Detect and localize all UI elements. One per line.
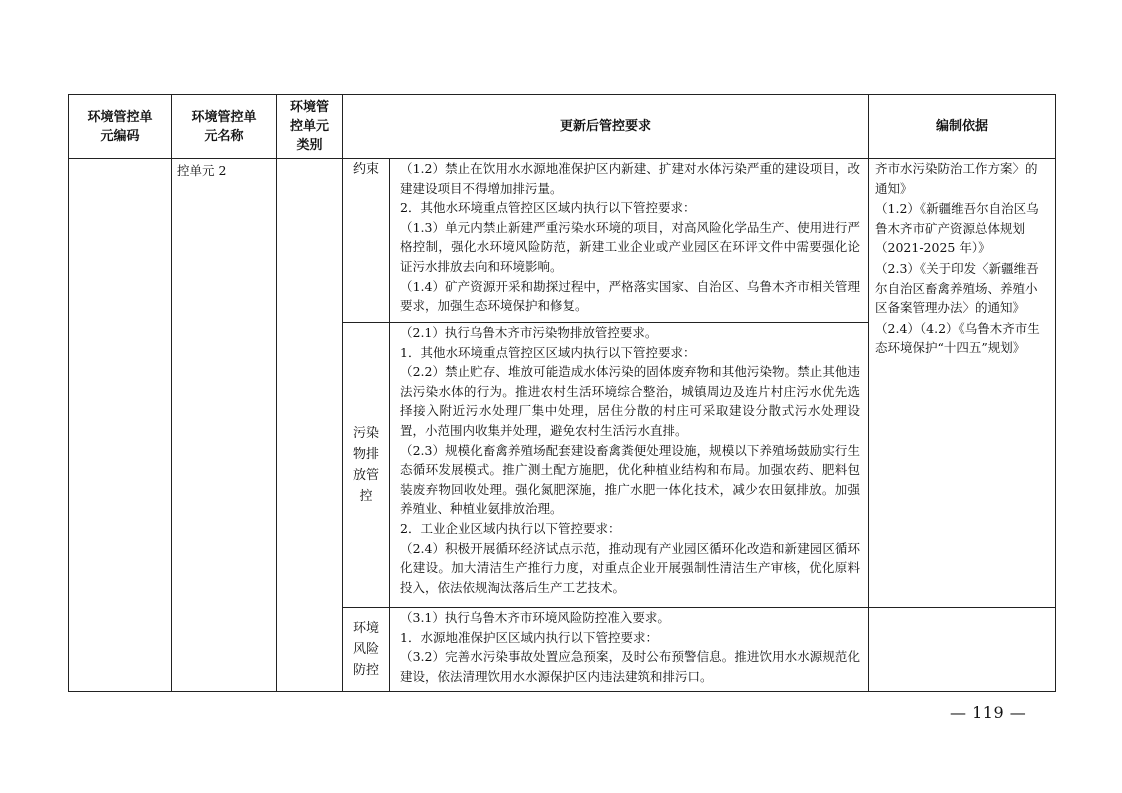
requirement-line: （2.3）规模化畜禽养殖场配套建设畜禽粪便处理设施，规模以下养殖场鼓励实行生态循环发展模式。推广测土配方施肥，优化种植业结构和布局。加强农药、肥料包装废弃物回收处理。强化氮肥深施，推广水肥一体化技术，减少农田氨排放。加强养殖业、种植业氨排放治理。 <box>400 442 861 517</box>
requirement-line: （2.2）禁止贮存、堆放可能造成水体污染的固体废弃物和其他污染物。禁止其他违法污染水体的行为。推进农村生活环境综合整治，城镇周边及连片村庄污水优先选择接入附近污水处理厂集中处理，居住分散的村庄可采取建设分散式污水处理设置，小范围内收集并处理，避免农村生活污水直排。 <box>400 364 861 438</box>
requirement-line: （2.4）积极开展循环经济试点示范，推动现有产业园区循环化改造和新建园区循环化建设。加大清洁生产推行力度，对重点企业开展强制性清洁生产审核，优化原料投入，依法依规淘汰落后生产工艺技术。 <box>400 540 861 595</box>
section-requirements-risk-control <box>390 608 869 692</box>
page-number: — 119 — <box>950 703 1027 722</box>
control-requirements-table <box>68 94 1056 692</box>
basis-line: 齐市水污染防治工作方案〉的通知》 <box>875 161 1038 196</box>
section-requirements-constraint <box>390 159 869 323</box>
requirement-line: 1．水源地准保护区区域内执行以下管控要求： <box>400 629 658 645</box>
basis-empty-cell <box>869 608 1056 692</box>
requirement-line: 2．工业企业区域内执行以下管控要求： <box>400 520 621 536</box>
requirement-line: 1．其他水环境重点管控区区域内执行以下管控要求： <box>400 344 696 360</box>
unit-code-cell <box>69 159 172 692</box>
basis-line: （1.2）《新疆维吾尔自治区乌鲁木齐市矿产资源总体规划（2021-2025 年）》 <box>875 201 1039 256</box>
requirement-line: 2．其他水环境重点管控区区域内执行以下管控要求： <box>400 200 696 216</box>
table-header-row <box>69 95 1056 159</box>
requirement-line: （1.2）禁止在饮用水水源地准保护区内新建、扩建对水体污染严重的建设项目，改建建设项目不得增加排污量。 <box>400 161 861 196</box>
basis-line: （2.4）（4.2）《乌鲁木齐市生态环境保护“十四五”规划》 <box>875 320 1040 356</box>
section-requirements-pollutant-discharge <box>390 323 869 608</box>
table-row <box>69 159 1056 323</box>
section-label-risk-control: 环境风险防控 <box>343 608 390 692</box>
unit-category-cell <box>277 159 343 692</box>
unit-name-cell: 控单元 2 <box>172 159 277 692</box>
header-basis: 编制依据 <box>869 95 1056 159</box>
requirement-line: （1.3）单元内禁止新建严重污染水环境的项目，对高风险化学品生产、使用进行严格控制，强化水环境风险防范，新建工业企业或产业园区在环评文件中需要强化论证污水排放去向和环境影响。 <box>400 219 861 274</box>
header-unit-code: 环境管控单元编码 <box>69 95 172 159</box>
section-label-constraint: 约束 <box>343 159 390 323</box>
requirement-line: （3.1）执行乌鲁木齐市环境风险防控准入要求。 <box>400 610 670 625</box>
basis-line: （2.3）《关于印发〈新疆维吾尔自治区畜禽养殖场、养殖小区备案管理办法〉的通知》 <box>875 260 1039 316</box>
section-label-pollutant-discharge: 污染物排放管控 <box>343 323 390 608</box>
header-requirements: 更新后管控要求 <box>343 95 869 159</box>
requirement-line: （1.4）矿产资源开采和勘探过程中，严格落实国家、自治区、乌鲁木齐市相关管理要求，加强生态环境保护和修复。 <box>400 278 861 314</box>
requirement-line: （3.2）完善水污染事故处置应急预案，及时公布预警信息。推进饮用水水源规范化建设，依法清理饮用水水源保护区内违法建筑和排污口。 <box>400 649 861 684</box>
requirement-line: （2.1）执行乌鲁木齐市污染物排放管控要求。 <box>400 325 658 340</box>
basis-cell <box>869 159 1056 608</box>
header-unit-category: 环境管控单元类别 <box>277 95 343 159</box>
header-unit-name: 环境管控单元名称 <box>172 95 277 159</box>
